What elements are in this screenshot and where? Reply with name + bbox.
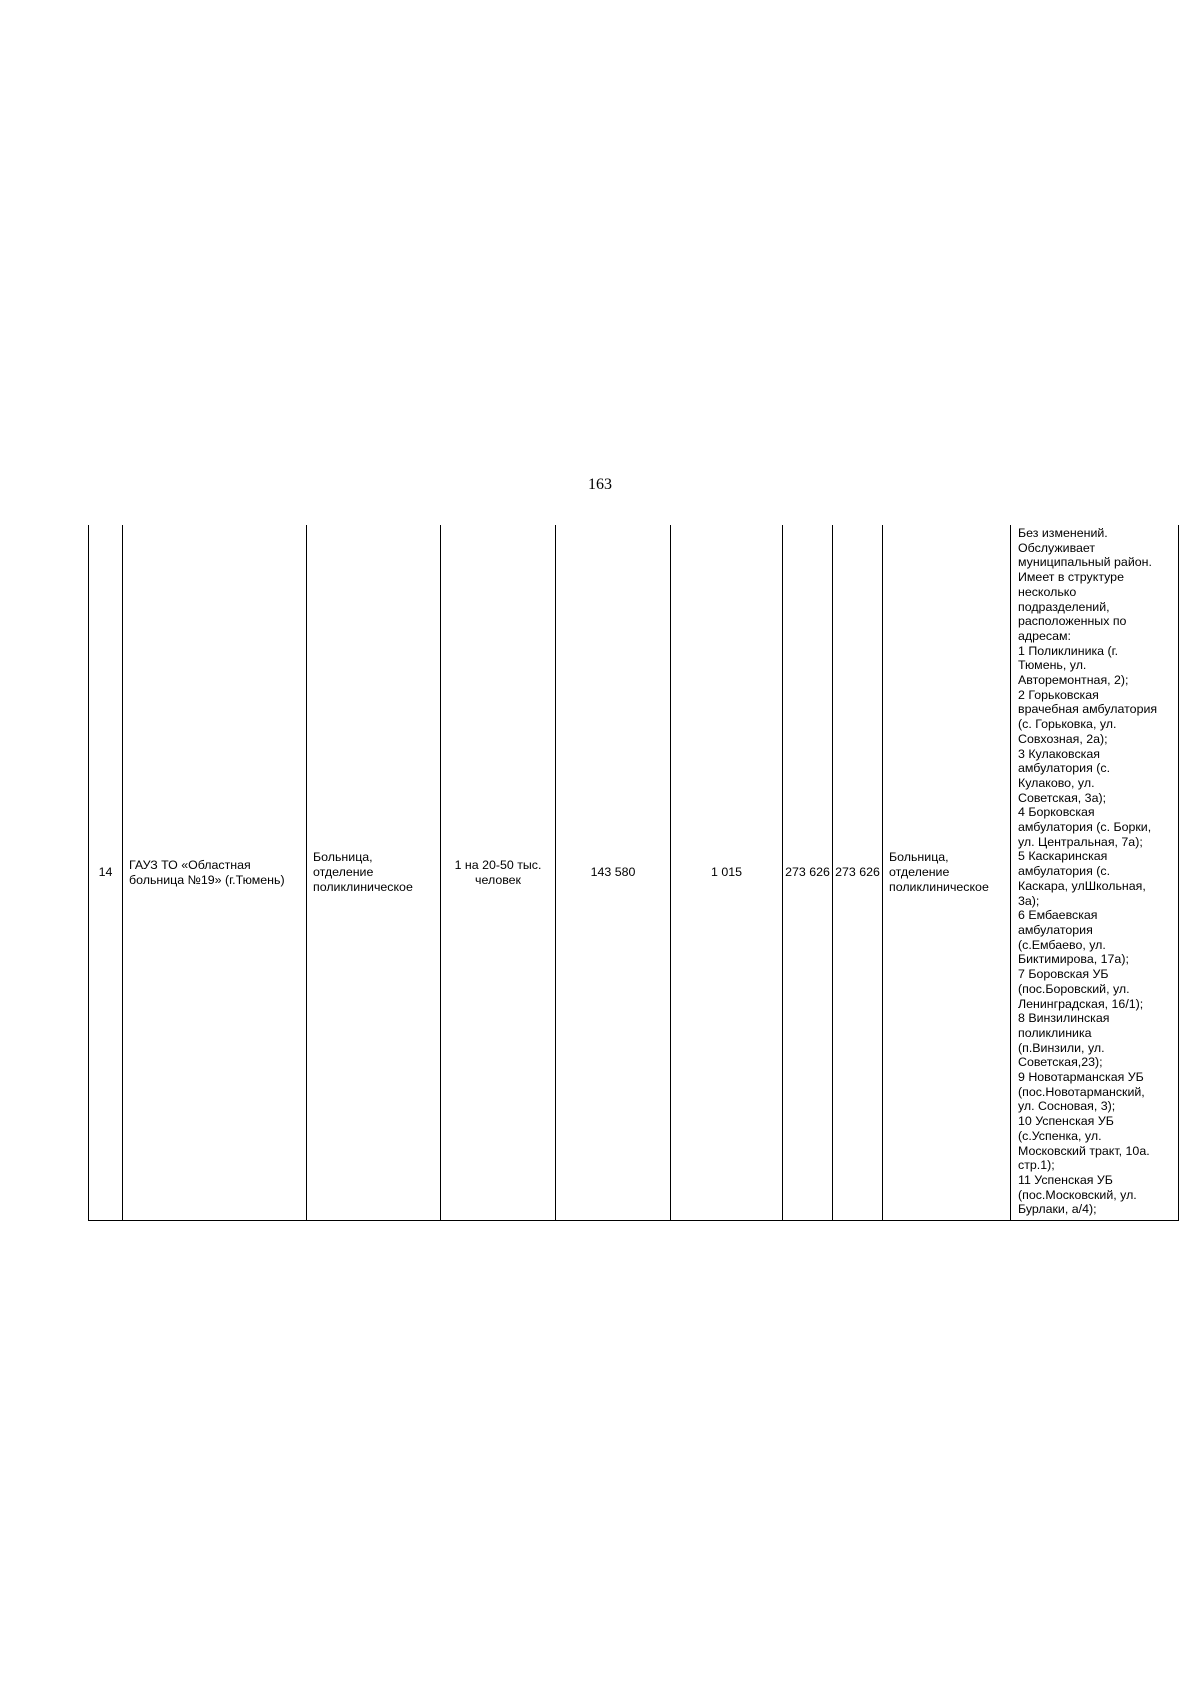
value3-cell: 273 626 [783,525,833,1221]
norm-cell: 1 на 20-50 тыс. человек [441,525,556,1221]
note-line: Биктимирова, 17а); [1018,952,1129,967]
note-line: Каскара, улШкольная, [1018,878,1146,893]
note-line: 10 Успенская УБ [1018,1114,1114,1129]
note-line: Без изменений. [1018,526,1108,540]
note-line: Кулаково, ул. [1018,775,1095,790]
facility-type2-cell: Больница, отделение поликлиническое [883,525,1011,1221]
note-line: ул. Сосновая, 3); [1018,1099,1116,1114]
note-line: поликлиника [1018,1025,1092,1040]
note-line: врачебная амбулатория [1018,702,1158,717]
note-line: (п.Винзили, ул. [1018,1040,1105,1055]
note-line: (пос.Московский, ул. [1018,1187,1137,1202]
note-line: стр.1); [1018,1158,1055,1173]
note-line: 11 Успенская УБ [1018,1172,1113,1187]
note-line: (пос.Новотарманский, [1018,1084,1145,1099]
note-line: 9 Новотарманская УБ [1018,1070,1144,1085]
note-line: 3 Кулаковская [1018,746,1100,761]
notes-cell [1011,525,1179,1221]
note-line: (с.Успенка, ул. [1018,1128,1102,1143]
note-line: 3а); [1018,893,1040,908]
note-line: муниципальный район. [1018,555,1152,570]
note-line: (с.Ембаево, ул. [1018,937,1106,952]
note-line: Ленинградская, 16/1); [1018,996,1144,1011]
facilities-table [88,525,1179,1221]
value4-cell: 273 626 [833,525,883,1221]
note-line: Тюмень, ул. [1018,658,1087,673]
note-line: Советская,23); [1018,1055,1103,1070]
note-line: Обслуживает [1018,540,1096,555]
note-line: Московский тракт, 10а. [1018,1143,1150,1158]
note-line: 5 Каскаринская [1018,849,1108,864]
notes-list [1018,526,1174,1217]
note-line: (с. Горьковка, ул. [1018,717,1117,732]
value2-cell: 1 015 [671,525,783,1221]
note-line: подразделений, [1018,599,1110,614]
note-line: амбулатория (с. [1018,761,1111,776]
table-row [89,525,1179,1221]
note-line: (пос.Боровский, ул. [1018,981,1130,996]
note-line: несколько [1018,584,1077,599]
note-line: Совхозная, 2а); [1018,731,1108,746]
note-line: амбулатория (с. Борки, [1018,820,1152,835]
note-line: амбулатория (с. [1018,864,1111,879]
note-line: Авторемонтная, 2); [1018,673,1129,688]
row-index-cell: 14 [89,525,123,1221]
value1-cell: 143 580 [556,525,671,1221]
note-line: расположенных по [1018,614,1127,629]
note-line: 4 Борковская [1018,805,1095,820]
note-line: Бурлаки, а/4); [1018,1202,1097,1217]
note-line: 1 Поликлиника (г. [1018,643,1119,658]
note-line: амбулатория [1018,922,1093,937]
note-line: 7 Боровская УБ [1018,967,1109,982]
facility-type-cell: Больница, отделение поликлиническое [307,525,441,1221]
note-line: Имеет в структуре [1018,570,1124,585]
note-line: Советская, 3а); [1018,790,1107,805]
note-line: ул. Центральная, 7а); [1018,834,1143,849]
note-line: 8 Винзилинская [1018,1011,1110,1026]
facility-name-cell: ГАУЗ ТО «Областная больница №19» (г.Тюмень) [123,525,307,1221]
page-number: 163 [588,476,612,493]
note-line: 6 Ембаевская [1018,908,1098,923]
note-line: 2 Горьковская [1018,687,1099,702]
note-line: адресам: [1018,628,1071,643]
